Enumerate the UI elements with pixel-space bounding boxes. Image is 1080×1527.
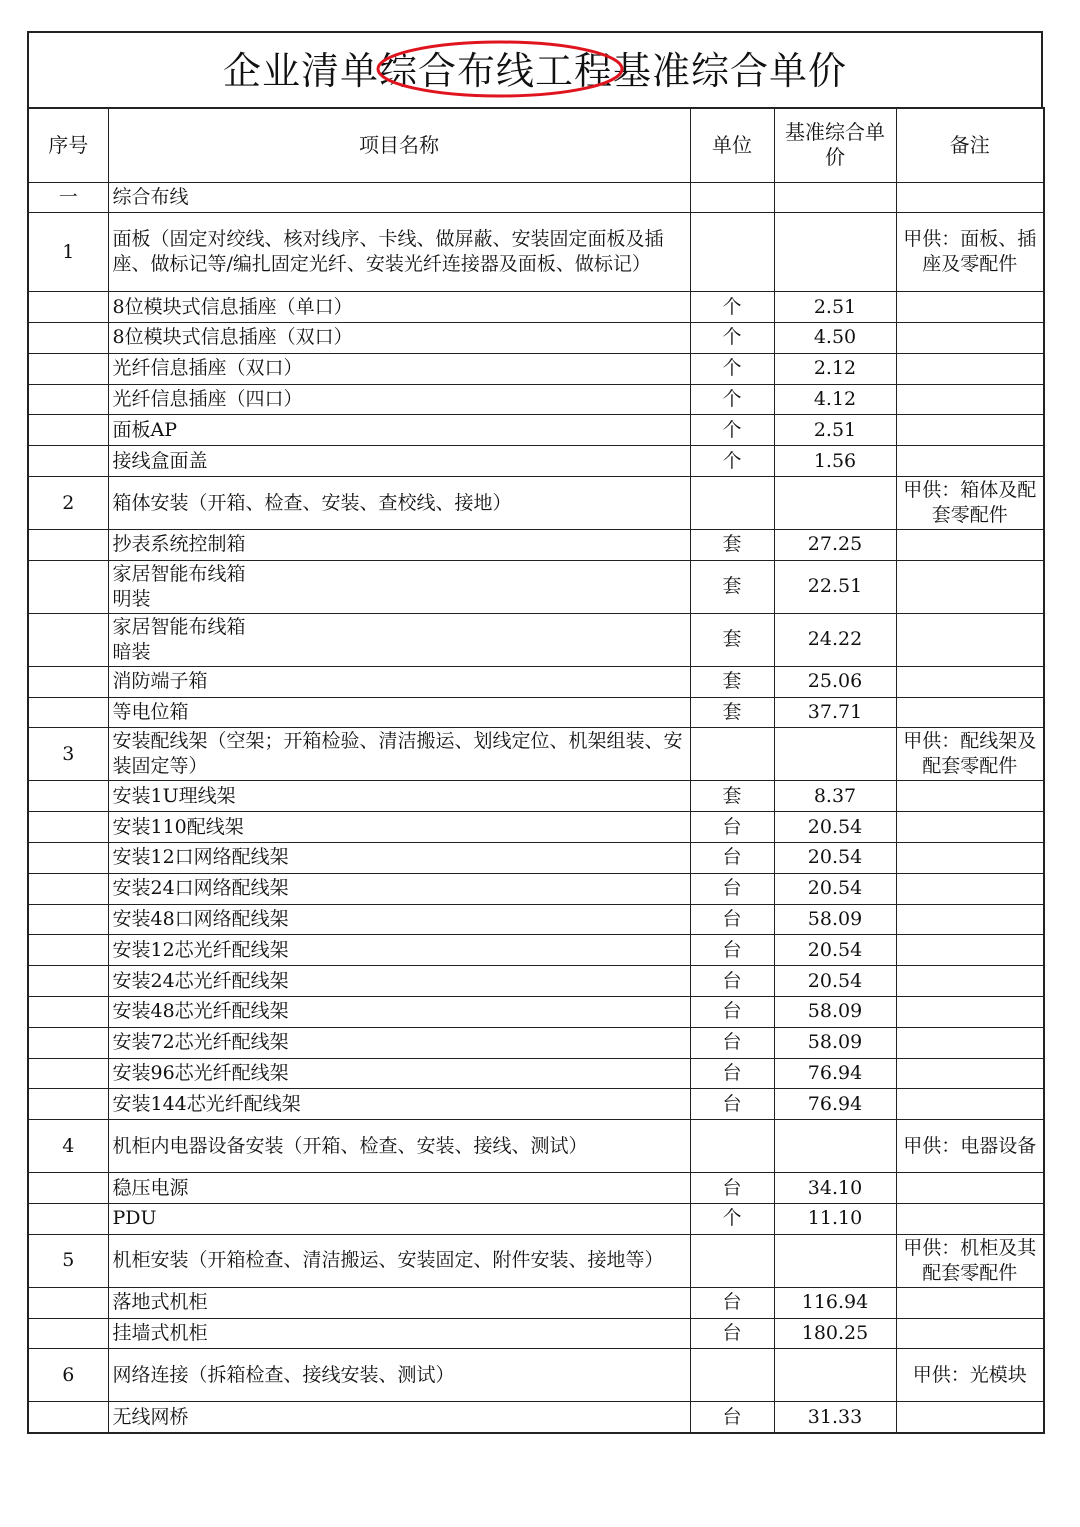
row-unit: 台: [690, 997, 774, 1028]
row-price: 2.12: [774, 353, 896, 384]
table-row: [28, 1027, 1044, 1058]
table-row: [28, 1349, 1044, 1402]
row-name: 家居智能布线箱 明装: [108, 560, 690, 613]
row-name: 综合布线: [108, 182, 690, 213]
row-name: 箱体安装（开箱、检查、安装、查校线、接地）: [108, 477, 690, 530]
table-row: [28, 323, 1044, 354]
row-name: 安装144芯光纤配线架: [108, 1089, 690, 1120]
table-row: [28, 477, 1044, 530]
table-row: [28, 904, 1044, 935]
row-remark: [896, 415, 1044, 446]
row-price: 76.94: [774, 1089, 896, 1120]
row-remark: [896, 384, 1044, 415]
table-row: [28, 1204, 1044, 1235]
row-unit: 套: [690, 613, 774, 666]
row-seq: 4: [28, 1120, 108, 1173]
row-seq: 3: [28, 728, 108, 781]
row-name: 光纤信息插座（双口）: [108, 353, 690, 384]
row-price: 180.25: [774, 1318, 896, 1349]
row-price: 1.56: [774, 446, 896, 477]
row-seq: [28, 1204, 108, 1235]
row-remark: [896, 904, 1044, 935]
row-unit: [690, 1349, 774, 1402]
row-name: 安装24芯光纤配线架: [108, 966, 690, 997]
row-remark: [896, 1058, 1044, 1089]
row-price: 20.54: [774, 843, 896, 874]
header-name: 项目名称: [108, 108, 690, 182]
row-remark: [896, 935, 1044, 966]
table-row: [28, 935, 1044, 966]
row-name: 安装12芯光纤配线架: [108, 935, 690, 966]
row-price: 8.37: [774, 781, 896, 812]
table-row: [28, 415, 1044, 446]
row-name: 网络连接（拆箱检查、接线安装、测试）: [108, 1349, 690, 1402]
row-remark: [896, 1027, 1044, 1058]
header-remark: 备注: [896, 108, 1044, 182]
row-unit: 个: [690, 384, 774, 415]
table-row: [28, 353, 1044, 384]
header-price: 基准综合单价: [774, 108, 896, 182]
table-row: [28, 613, 1044, 666]
row-remark: [896, 1318, 1044, 1349]
row-unit: [690, 182, 774, 213]
row-unit: 台: [690, 1027, 774, 1058]
row-unit: 个: [690, 292, 774, 323]
table-row: [28, 666, 1044, 697]
row-seq: [28, 384, 108, 415]
row-price: 76.94: [774, 1058, 896, 1089]
row-seq: 一: [28, 182, 108, 213]
row-name: 消防端子箱: [108, 666, 690, 697]
header-row: [28, 108, 1044, 182]
row-remark: [896, 292, 1044, 323]
table-row: [28, 446, 1044, 477]
table-row: [28, 1120, 1044, 1173]
row-seq: [28, 1058, 108, 1089]
table-row: [28, 997, 1044, 1028]
row-unit: 台: [690, 1089, 774, 1120]
row-name: 机柜安装（开箱检查、清洁搬运、安装固定、附件安装、接地等）: [108, 1234, 690, 1287]
row-name: 无线网桥: [108, 1402, 690, 1433]
row-remark: 甲供：箱体及配套零配件: [896, 477, 1044, 530]
row-remark: [896, 1287, 1044, 1318]
row-seq: [28, 446, 108, 477]
row-unit: 套: [690, 666, 774, 697]
row-name: 安装72芯光纤配线架: [108, 1027, 690, 1058]
row-unit: 台: [690, 966, 774, 997]
row-price: [774, 1120, 896, 1173]
price-sheet: [27, 31, 1043, 1434]
table-row: [28, 728, 1044, 781]
row-price: [774, 213, 896, 292]
row-unit: 个: [690, 415, 774, 446]
row-seq: [28, 323, 108, 354]
row-seq: [28, 1318, 108, 1349]
page-title: 企业清单综合布线工程基准综合单价: [222, 49, 847, 93]
row-name: 安装配线架（空架；开箱检验、清洁搬运、划线定位、机架组装、安装固定等）: [108, 728, 690, 781]
row-seq: [28, 560, 108, 613]
table-row: [28, 966, 1044, 997]
row-remark: [896, 997, 1044, 1028]
row-price: 58.09: [774, 997, 896, 1028]
row-price: [774, 182, 896, 213]
row-name: 安装12口网络配线架: [108, 843, 690, 874]
row-name: 安装48芯光纤配线架: [108, 997, 690, 1028]
row-remark: 甲供：光模块: [896, 1349, 1044, 1402]
row-unit: 台: [690, 1058, 774, 1089]
row-remark: [896, 182, 1044, 213]
row-name: 家居智能布线箱 暗装: [108, 613, 690, 666]
row-name: 光纤信息插座（四口）: [108, 384, 690, 415]
row-unit: 台: [690, 843, 774, 874]
row-unit: 个: [690, 323, 774, 354]
row-price: 25.06: [774, 666, 896, 697]
row-remark: 甲供：配线架及配套零配件: [896, 728, 1044, 781]
row-seq: [28, 697, 108, 728]
row-seq: [28, 613, 108, 666]
table-row: [28, 812, 1044, 843]
row-seq: 6: [28, 1349, 108, 1402]
row-seq: 1: [28, 213, 108, 292]
row-remark: [896, 446, 1044, 477]
row-seq: [28, 1089, 108, 1120]
row-unit: 个: [690, 353, 774, 384]
row-price: 11.10: [774, 1204, 896, 1235]
row-unit: [690, 213, 774, 292]
row-remark: 甲供：机柜及其配套零配件: [896, 1234, 1044, 1287]
row-seq: [28, 1402, 108, 1433]
row-price: 2.51: [774, 415, 896, 446]
row-price: 24.22: [774, 613, 896, 666]
row-remark: [896, 966, 1044, 997]
row-seq: [28, 812, 108, 843]
row-price: 116.94: [774, 1287, 896, 1318]
table-row: [28, 560, 1044, 613]
row-unit: 台: [690, 873, 774, 904]
row-unit: [690, 1234, 774, 1287]
row-unit: 台: [690, 1318, 774, 1349]
row-remark: [896, 697, 1044, 728]
table-row: [28, 1287, 1044, 1318]
row-name: 8位模块式信息插座（单口）: [108, 292, 690, 323]
row-unit: 套: [690, 781, 774, 812]
row-seq: [28, 781, 108, 812]
row-name: 挂墙式机柜: [108, 1318, 690, 1349]
row-remark: [896, 323, 1044, 354]
row-price: 2.51: [774, 292, 896, 323]
row-name: 面板AP: [108, 415, 690, 446]
row-unit: 台: [690, 1287, 774, 1318]
row-price: [774, 728, 896, 781]
table-body: [28, 182, 1044, 1433]
row-seq: [28, 353, 108, 384]
row-remark: [896, 1089, 1044, 1120]
row-seq: 2: [28, 477, 108, 530]
row-seq: [28, 966, 108, 997]
row-name: 稳压电源: [108, 1173, 690, 1204]
table-row: [28, 1234, 1044, 1287]
table-row: [28, 213, 1044, 292]
row-price: [774, 477, 896, 530]
row-unit: 套: [690, 697, 774, 728]
row-seq: [28, 666, 108, 697]
row-seq: [28, 1027, 108, 1058]
row-price: [774, 1349, 896, 1402]
row-remark: [896, 613, 1044, 666]
row-price: 20.54: [774, 812, 896, 843]
row-unit: 个: [690, 446, 774, 477]
row-seq: [28, 997, 108, 1028]
row-name: 抄表系统控制箱: [108, 530, 690, 561]
table-row: [28, 182, 1044, 213]
row-price: 37.71: [774, 697, 896, 728]
row-unit: 台: [690, 812, 774, 843]
row-remark: [896, 812, 1044, 843]
row-remark: [896, 1402, 1044, 1433]
row-seq: [28, 415, 108, 446]
row-unit: 台: [690, 904, 774, 935]
header-seq: 序号: [28, 108, 108, 182]
row-name: 等电位箱: [108, 697, 690, 728]
table-row: [28, 1318, 1044, 1349]
row-name: 8位模块式信息插座（双口）: [108, 323, 690, 354]
row-price: 34.10: [774, 1173, 896, 1204]
row-remark: [896, 1204, 1044, 1235]
row-seq: [28, 873, 108, 904]
table-row: [28, 697, 1044, 728]
table-row: [28, 530, 1044, 561]
row-price: 4.50: [774, 323, 896, 354]
row-unit: 台: [690, 935, 774, 966]
row-price: 58.09: [774, 904, 896, 935]
row-remark: [896, 873, 1044, 904]
price-table: [27, 107, 1045, 1434]
table-row: [28, 384, 1044, 415]
red-circle-annotation: [375, 39, 625, 99]
table-row: [28, 843, 1044, 874]
row-price: 20.54: [774, 873, 896, 904]
row-seq: 5: [28, 1234, 108, 1287]
row-price: 27.25: [774, 530, 896, 561]
row-name: 接线盒面盖: [108, 446, 690, 477]
row-seq: [28, 843, 108, 874]
row-name: 安装110配线架: [108, 812, 690, 843]
row-remark: [896, 560, 1044, 613]
row-name: 安装1U理线架: [108, 781, 690, 812]
row-price: 20.54: [774, 935, 896, 966]
row-unit: [690, 1120, 774, 1173]
row-price: 31.33: [774, 1402, 896, 1433]
row-name: 落地式机柜: [108, 1287, 690, 1318]
row-unit: 套: [690, 530, 774, 561]
row-unit: 台: [690, 1402, 774, 1433]
row-seq: [28, 904, 108, 935]
table-row: [28, 1089, 1044, 1120]
row-unit: 个: [690, 1204, 774, 1235]
row-remark: [896, 666, 1044, 697]
row-name: PDU: [108, 1204, 690, 1235]
table-row: [28, 1402, 1044, 1433]
table-row: [28, 1173, 1044, 1204]
row-remark: [896, 530, 1044, 561]
row-name: 面板（固定对绞线、核对线序、卡线、做屏蔽、安装固定面板及插座、做标记等/编扎固定光纤、安装光纤连接器及面板、做标记）: [108, 213, 690, 292]
row-unit: 台: [690, 1173, 774, 1204]
row-remark: [896, 781, 1044, 812]
row-seq: [28, 292, 108, 323]
table-row: [28, 292, 1044, 323]
row-remark: [896, 353, 1044, 384]
row-name: 安装48口网络配线架: [108, 904, 690, 935]
row-unit: [690, 728, 774, 781]
row-unit: 套: [690, 560, 774, 613]
row-unit: [690, 477, 774, 530]
row-price: 22.51: [774, 560, 896, 613]
title-box: [27, 31, 1043, 107]
row-name: 安装96芯光纤配线架: [108, 1058, 690, 1089]
row-seq: [28, 1173, 108, 1204]
row-remark: 甲供：面板、插座及零配件: [896, 213, 1044, 292]
table-row: [28, 781, 1044, 812]
row-seq: [28, 935, 108, 966]
row-price: [774, 1234, 896, 1287]
header-unit: 单位: [690, 108, 774, 182]
table-row: [28, 1058, 1044, 1089]
row-remark: [896, 843, 1044, 874]
row-seq: [28, 530, 108, 561]
table-row: [28, 873, 1044, 904]
row-price: 4.12: [774, 384, 896, 415]
row-remark: 甲供：电器设备: [896, 1120, 1044, 1173]
row-name: 机柜内电器设备安装（开箱、检查、安装、接线、测试）: [108, 1120, 690, 1173]
row-price: 58.09: [774, 1027, 896, 1058]
row-seq: [28, 1287, 108, 1318]
row-remark: [896, 1173, 1044, 1204]
row-price: 20.54: [774, 966, 896, 997]
row-name: 安装24口网络配线架: [108, 873, 690, 904]
